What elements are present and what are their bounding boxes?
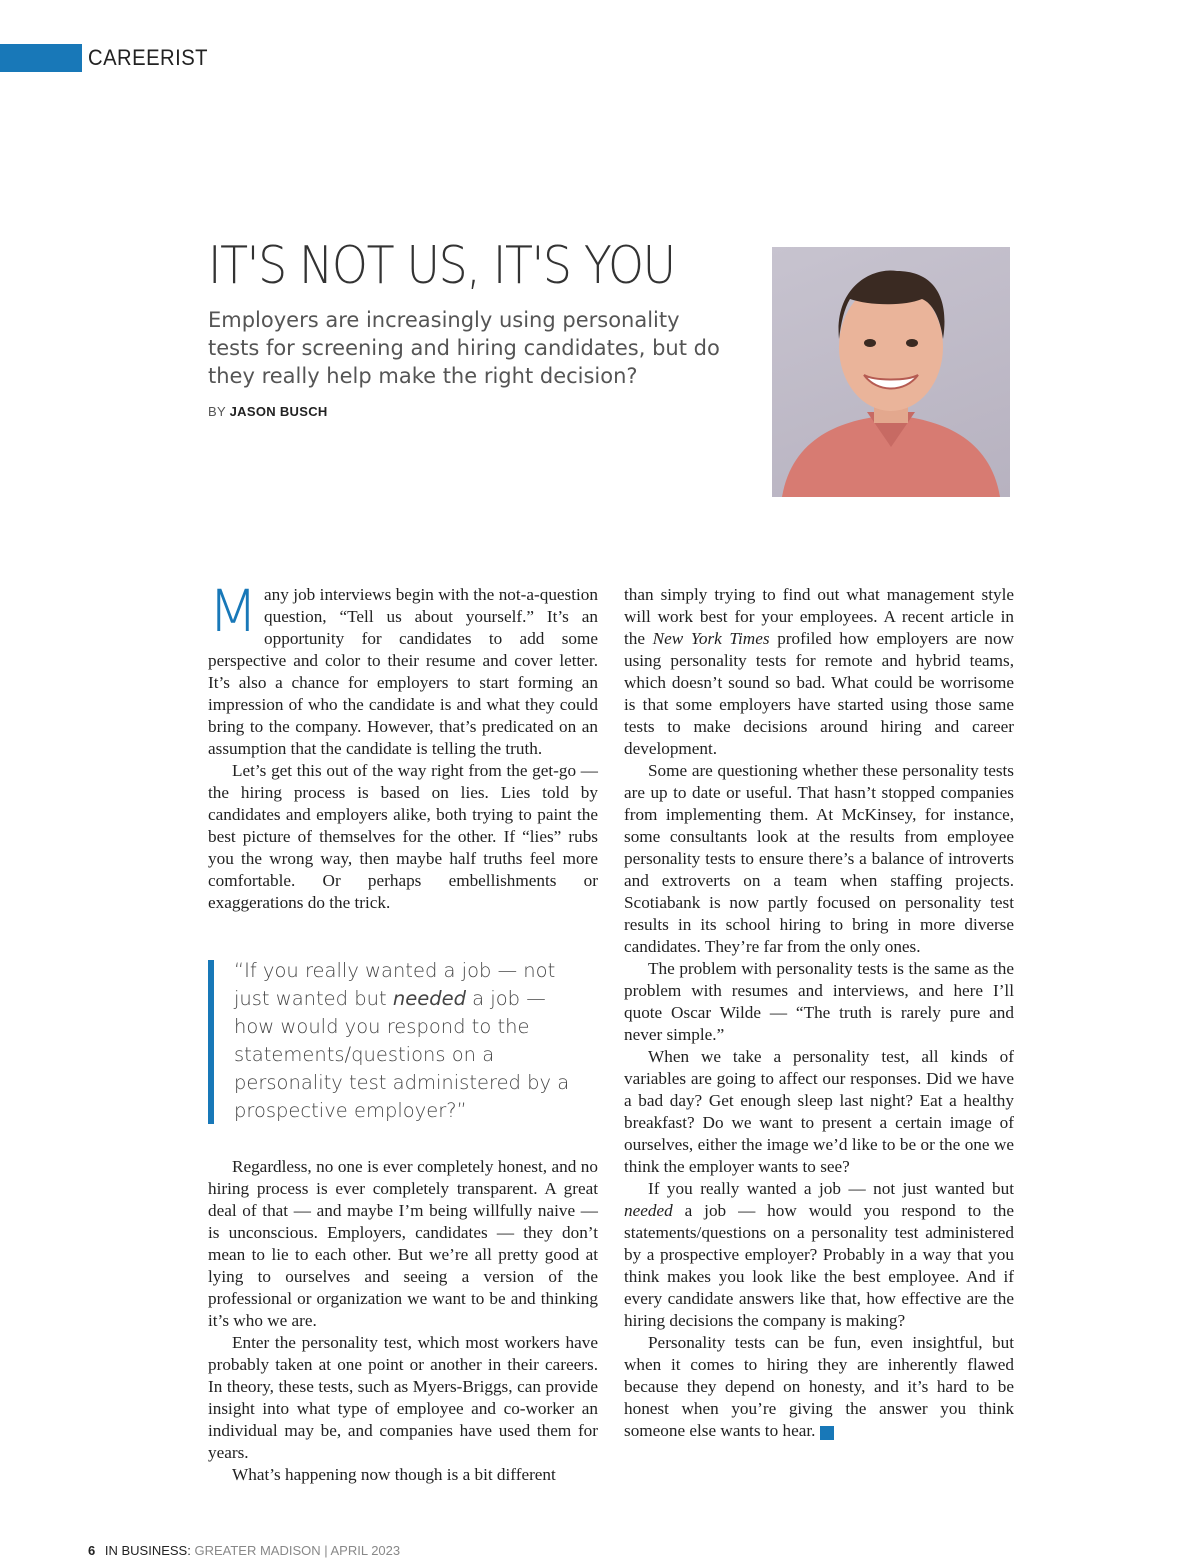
pull-quote-text: “If you really wanted a job — not just wanted but <box>234 959 556 1010</box>
article-column-1-lower <box>208 1156 598 1486</box>
paragraph: The problem with personality tests is the same as the problem with resumes and interviews, and here I’ll quote Oscar Wilde — “The truth is rarely pure and never simple.” <box>624 959 1014 1044</box>
paragraph <box>624 1332 1014 1442</box>
paragraph: Let’s get this out of the way right from the get-go — the hiring process is based on lies. Lies told by candidates and employers alike, both trying to paint the best picture of themselves for the other. If “lies” rubs you the wrong way, then maybe half truths feel more comfortable. Or perhaps embellishments or exaggerations do the trick. <box>208 761 598 912</box>
author-portrait-icon <box>772 247 1010 497</box>
article-column-1-upper <box>208 577 598 914</box>
page-footer <box>88 1543 400 1558</box>
paragraph: What’s happening now though is a bit different <box>232 1465 556 1484</box>
paragraph: Regardless, no one is ever completely honest, and no hiring process is ever completely transparent. A great deal of that — and maybe I’m being willfully naive — is unconscious. Employers, candidates — they don’t mean to lie to each other. But we’re all pretty good at lying to ourselves and seeing a version of the professional or organization we want to be and thinking it’s who we are. <box>208 1157 598 1330</box>
paragraph: Some are questioning whether these personality tests are up to date or useful. That hasn’t stopped companies from implementing them. At McKinsey, for instance, some consultants look at the results from employee personality tests to ensure there’s a balance of introverts and extroverts on a team when staffing projects. Scotiabank is now partly focused on personality test results in its school hiring to bring in more diverse candidates. They’re far from the only ones. <box>624 761 1014 956</box>
paragraph-text: a job — how would you respond to the statements/questions on a personality test administered by a prospective employer? Probably in a way that you think makes you look like the best employee. And if every candidate answers like that, how effective are the hiring decisions the company is making? <box>624 1201 1014 1330</box>
paragraph-text: than simply trying to find out what management style will work best for your employees. A recent article in the <box>624 585 1014 648</box>
paragraph <box>624 1178 1014 1332</box>
paragraph-text: Personality tests can be fun, even insightful, but when it comes to hiring they are inherently flawed because they depend on honesty, and it’s hard to be honest when you’re giving the answer you think someone else wants to hear. <box>624 1333 1014 1440</box>
byline <box>208 404 328 419</box>
end-mark-icon: IB <box>820 1426 834 1440</box>
pull-quote-emphasis: needed <box>392 987 466 1010</box>
author-portrait-photo <box>772 247 1010 497</box>
pull-quote-text: a job — how would you respond to the statements/questions on a personality test administered by a prospective employer?” <box>234 987 570 1122</box>
author-name: JASON BUSCH <box>229 404 328 419</box>
article-subhead: Employers are increasingly using personality tests for screening and hiring candidates, but do they really help make the right decision? <box>208 308 720 388</box>
edition-info: GREATER MADISON | APRIL 2023 <box>194 1543 401 1558</box>
section-color-bar <box>0 44 82 72</box>
paragraph-text: If you really wanted a job — not just wanted but <box>648 1179 1014 1198</box>
paragraph-text: any job interviews begin with the not-a-question question, “Tell us about yourself.” It’s an opportunity for candidates to add some perspective and color to their resume and cover letter. It’s also a chance for employers to start forming an impression of who the candidate is and what they could bring to the company. However, that’s predicated on an assumption that the candidate is telling the truth. <box>208 585 598 758</box>
emphasis: needed <box>624 1201 673 1220</box>
article-headline: IT'S NOT US, IT'S YOU <box>208 236 675 296</box>
publication-title: New York Times <box>652 629 770 648</box>
byline-prefix: BY <box>208 404 226 419</box>
paragraph-text: profiled how employers are now using personality tests for remote and hybrid teams, which doesn’t sound so bad. What could be worrisome is that some employers have started using those same tests to make decisions around hiring and career development. <box>624 629 1014 758</box>
pull-quote-bar <box>208 960 214 1124</box>
paragraph: When we take a personality test, all kinds of variables are going to affect our responses. Did we have a bad day? Get enough sleep last night? Eat a healthy breakfast? Do we want to present a certain image of ourselves, either the image we’d like to be or the one we think the employer wants to see? <box>624 1047 1014 1176</box>
paragraph <box>624 584 1014 760</box>
paragraph <box>208 577 598 760</box>
page-number: 6 <box>88 1543 96 1558</box>
pull-quote <box>234 957 574 1125</box>
section-label: CAREERIST <box>88 45 208 70</box>
drop-cap: M <box>208 577 259 645</box>
paragraph: Enter the personality test, which most workers have probably taken at one point or another in their careers. In theory, these tests, such as Myers-Briggs, can provide insight into what type of employee and co-worker an individual may be, and companies have used them for years. <box>208 1333 598 1462</box>
publication-name: IN BUSINESS: <box>104 1543 191 1558</box>
article-column-2 <box>624 584 1014 1442</box>
